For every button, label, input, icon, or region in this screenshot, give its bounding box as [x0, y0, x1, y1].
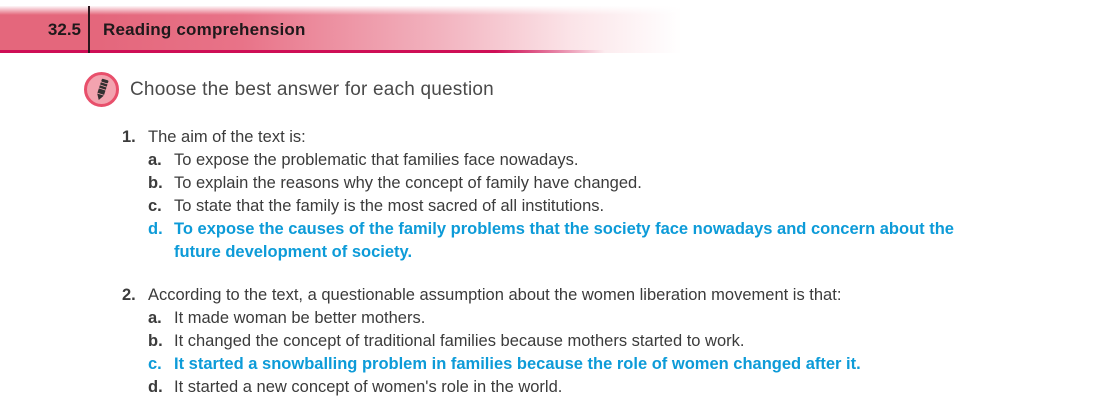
option-1d-correct-answer: [122, 218, 994, 264]
option-text: It started a snowballing problem in families because the role of women changed after it.: [174, 355, 861, 373]
header-bar: [0, 6, 1100, 53]
option-letter: b.: [148, 332, 163, 350]
header-divider: [88, 6, 90, 53]
question-2: [122, 284, 994, 399]
question-text: The aim of the text is:: [148, 128, 306, 146]
option-text: It started a new concept of women's role in the world.: [174, 378, 563, 396]
option-2a: [122, 307, 994, 330]
question-list: [122, 126, 994, 399]
option-text: To state that the family is the most sacred of all institutions.: [174, 197, 605, 215]
option-letter: a.: [148, 309, 162, 327]
pencil-icon: [84, 72, 119, 107]
option-text: To expose the problematic that families face nowadays.: [174, 151, 579, 169]
option-2b: [122, 330, 994, 353]
section-number: 32.5: [47, 20, 81, 39]
question-number: 1.: [122, 128, 136, 146]
option-1a: [122, 149, 994, 172]
option-letter: d.: [148, 220, 163, 238]
instruction-text: Choose the best answer for each question: [130, 78, 494, 100]
option-1b: [122, 172, 994, 195]
option-letter: a.: [148, 151, 162, 169]
option-text: To expose the causes of the family problems that the society face nowadays and concern about the future development of society.: [174, 220, 954, 261]
option-letter: c.: [148, 355, 162, 373]
instruction-row: [84, 72, 494, 107]
page-title: Reading comprehension: [103, 20, 306, 39]
option-1c: [122, 195, 994, 218]
option-text: It made woman be better mothers.: [174, 309, 426, 327]
option-2d: [122, 376, 994, 399]
option-letter: c.: [148, 197, 162, 215]
question-1: [122, 126, 994, 264]
question-text: According to the text, a questionable assumption about the women liberation movement is that:: [148, 286, 842, 304]
option-letter: b.: [148, 174, 163, 192]
option-letter: d.: [148, 378, 163, 396]
option-text: It changed the concept of traditional families because mothers started to work.: [174, 332, 745, 350]
question-number: 2.: [122, 286, 136, 304]
option-2c-correct-answer: [122, 353, 994, 376]
option-text: To explain the reasons why the concept of family have changed.: [174, 174, 642, 192]
